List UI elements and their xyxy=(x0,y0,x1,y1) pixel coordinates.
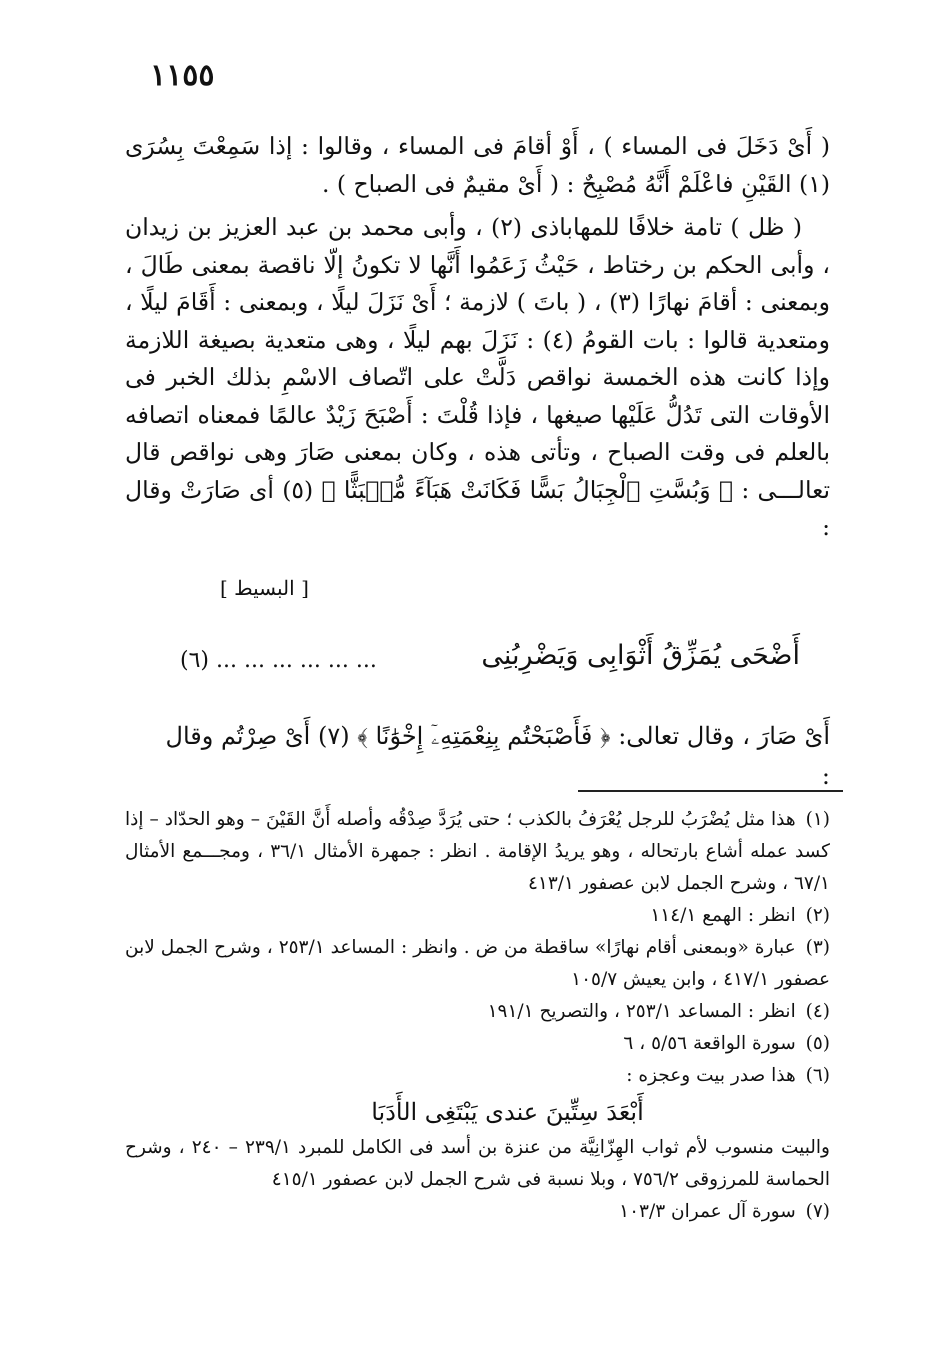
footnote-3 xyxy=(125,932,830,996)
footnote-verse: أَبْعَدَ سِتِّينَ عندى يَبْتَغِى الأَدَبَا xyxy=(371,1098,644,1126)
footnote-number: (١) xyxy=(805,809,830,830)
footnote-6 xyxy=(125,1060,830,1092)
footnote-4 xyxy=(125,996,830,1028)
footnote-5 xyxy=(125,1028,830,1060)
footnote-text: انظر : الهمع ١١٤/١ xyxy=(650,905,796,926)
footnote-text: هذا صدر بيت وعجزه : xyxy=(626,1065,796,1086)
footnote-2 xyxy=(125,900,830,932)
paragraph-1: ( أَىْ دَخَلَ فى المساء ) ، أَوْ أقامَ فى المساء ، وقالوا : إذا سَمِعْتَ بِسُرَى (١) القَيْنِ فاعْلَمْ أَنَّهُ مُصْبِحٌ : ( أَىْ مقيمٌ فى الصباح ) . xyxy=(125,132,830,198)
footnote-6-continuation xyxy=(125,1132,830,1196)
after-verse-line: أَىْ صَارَ ، وقال تعالى: ﴿ فَأَصْبَحْتُم بِنِعْمَتِهِۦٓ إِخْوَٰنًا ﴾ (٧) أَىْ صِرْتُم وقال : xyxy=(165,722,830,790)
footnotes xyxy=(125,804,830,1228)
footnote-number: (٣) xyxy=(805,937,830,958)
footnote-text: والبيت منسوب لأم ثواب الهِزّانِيَّة من عنزة بن أسد فى الكامل للمبرد ٢٣٩/١ – ٢٤٠ ، وشرح الحماسة للمرزوقى ٧٥٦/٢ ، وبلا نسبة فى شرح الجمل لابن عصفور ٤١٥/١ xyxy=(125,1137,830,1190)
meter-label: [ البسيط ] xyxy=(220,576,309,600)
footnote-number: (٢) xyxy=(805,905,830,926)
footnote-text: سورة الواقعة ٥/٥٦ ، ٦ xyxy=(623,1033,796,1054)
footnote-1 xyxy=(125,804,830,900)
footnote-text: هذا مثل يُضْرَبُ للرجل يُعْرَفُ بالكذب ؛ حتى يُرَدَّ صِدْقُه وأصله أَنَّ القَيْنَ – وهو الحدّاد – إذا كسد عمله أشاع بارتحاله ، وهو يريدُ الإقامة . انظر : جمهرة الأمثال ٣٦/١ ، ومجـــمع الأمثال ٦٧/١ ، وشرح الجمل لابن عصفور ٤١٣/١ xyxy=(125,809,830,894)
footnote-number: (٤) xyxy=(805,1001,830,1022)
verse-first-hemistich: أَضْحَى يُمَزِّقُ أَثْوَابِى وَيَضْرِبُنِى xyxy=(481,640,800,671)
footnote-7 xyxy=(125,1196,830,1228)
footnote-number: (٥) xyxy=(805,1033,830,1054)
verse-second-hemistich: ... ... ... ... ... ... (٦) xyxy=(180,648,377,673)
footnote-number: (٧) xyxy=(805,1201,830,1222)
footnote-text: سورة آل عمران ١٠٣/٣ xyxy=(619,1201,796,1222)
page-number: ١١٥٥ xyxy=(150,58,215,93)
main-text xyxy=(125,128,830,547)
footnote-text: عبارة «وبمعنى أقام نهارًا» ساقطة من ض . وانظر : المساعد ٢٥٣/١ ، وشرح الجمل لابن عصفور ٤١٧/١ ، وابن يعيش ١٠٥/٧ xyxy=(125,937,830,990)
footnote-divider xyxy=(578,790,843,792)
paragraph-2: ( ظل ) تامة خلافًا للمهاباذى (٢) ، وأبى محمد بن عبد العزيز بن زيدان ، وأبى الحكم بن رختاط ، حَيْثُ زَعَمُوا أَنَّها لا تكونُ إلّا ناقصة بمعنى طَالَ ، وبمعنى : أقامَ نهارًا (٣) ، ( باتَ ) لازمة ؛ أَىْ نَزَلَ ليلًا ، وبمعنى : أَقَامَ ليلًا ، ومتعدية قالوا : بات القومُ (٤) : نَزَلَ بهم ليلًا ، وهى متعدية بصيغة اللازمة وإذا كانت هذه الخمسة نواقص دَلَّتْ على اتّصاف الاسْمِ بذلك الخبر فى الأوقات التى تَدُلُّ عَلَيْها صيغها ، فإذا قُلْتَ : أَصْبَحَ زَيْدٌ عالمًا فمعناه اتصافه بالعلم فى وقت الصباح ، وتأتى هذه ، وكان بمعنى صَارَ وهى نواقص قال تعالـــى : ﴿ وَبُسَّتِ ٱلْجِبَالُ بَسًّا فَكَانَتْ هَبَآءً مُّنۢبَثًّا ﴾ (٥) أى صَارَتْ وقال : xyxy=(125,213,830,541)
footnote-number: (٦) xyxy=(805,1065,830,1086)
footnote-text: انظر : المساعد ٢٥٣/١ ، والتصريح ١٩١/١ xyxy=(487,1001,796,1022)
